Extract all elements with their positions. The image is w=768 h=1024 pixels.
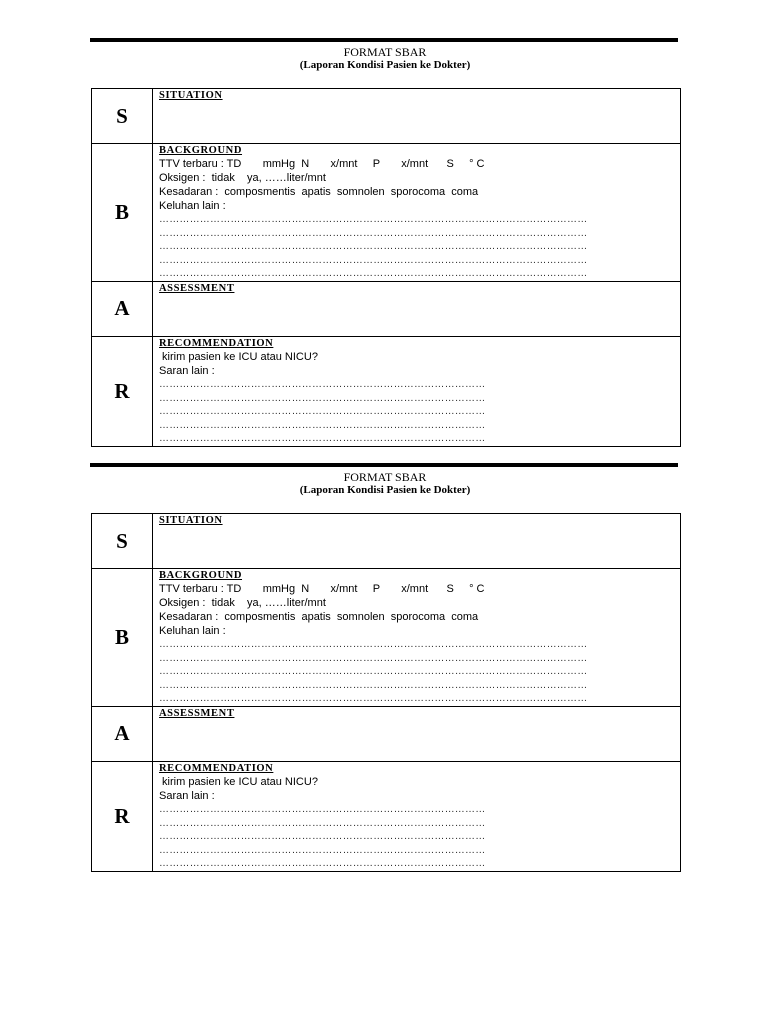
saran-dotted-line[interactable]: …………………………………………………………………………………… <box>159 817 486 829</box>
sbar-form-2 <box>90 463 680 872</box>
oksigen-line[interactable]: Oksigen : tidak ya, ……liter/mnt <box>159 172 326 184</box>
form-subtitle: (Laporan Kondisi Pasien ke Dokter) <box>299 59 471 71</box>
background-letter: B <box>92 569 153 707</box>
recommendation-letter: R <box>92 336 153 446</box>
keluhan-dotted-line[interactable]: ……………………………………………………………………………………………………………… <box>159 268 588 280</box>
situation-field[interactable] <box>153 514 681 569</box>
oksigen-line[interactable]: Oksigen : tidak ya, ……liter/mnt <box>159 597 326 609</box>
keluhan-dotted-line[interactable]: ……………………………………………………………………………………………………………… <box>159 639 588 650</box>
keluhan-dotted-line[interactable]: ……………………………………………………………………………………………………………… <box>159 652 588 664</box>
keluhan-dotted-line[interactable]: ……………………………………………………………………………………………………………… <box>159 679 588 691</box>
background-heading: BACKGROUND <box>159 570 243 581</box>
assessment-heading: ASSESSMENT <box>159 282 235 294</box>
recommendation-field[interactable] <box>153 761 681 871</box>
background-heading: BACKGROUND <box>159 145 243 156</box>
situation-letter: S <box>92 514 153 569</box>
recommendation-letter: R <box>92 761 153 871</box>
form-title: FORMAT SBAR <box>343 45 427 59</box>
saran-label: Saran lain : <box>159 789 215 802</box>
keluhan-dotted-line[interactable]: ……………………………………………………………………………………………………………… <box>159 227 588 239</box>
assessment-heading: ASSESSMENT <box>159 707 235 719</box>
keluhan-dotted-line[interactable]: ……………………………………………………………………………………………………………… <box>159 666 588 678</box>
form-title: FORMAT SBAR <box>343 470 427 484</box>
recommendation-row <box>92 761 681 871</box>
sbar-table <box>91 513 681 872</box>
situation-row <box>92 89 681 144</box>
saran-dotted-line[interactable]: …………………………………………………………………………………… <box>159 858 486 870</box>
ttv-line[interactable]: TTV terbaru : TD mmHg N x/mnt P x/mnt S ° C <box>159 158 485 170</box>
sbar-table <box>91 88 681 447</box>
saran-dotted-line[interactable]: …………………………………………………………………………………… <box>159 392 486 404</box>
icu-question[interactable]: kirim pasien ke ICU atau NICU? <box>159 350 318 363</box>
situation-row <box>92 514 681 569</box>
assessment-field[interactable] <box>153 281 681 336</box>
saran-dotted-line[interactable]: …………………………………………………………………………………… <box>159 844 486 856</box>
assessment-letter: A <box>92 706 153 761</box>
recommendation-heading: RECOMMENDATION <box>159 762 274 774</box>
assessment-letter: A <box>92 281 153 336</box>
background-row <box>92 569 681 707</box>
icu-question[interactable]: kirim pasien ke ICU atau NICU? <box>159 775 318 788</box>
saran-dotted-line[interactable]: …………………………………………………………………………………… <box>159 433 486 445</box>
keluhan-label: Keluhan lain : <box>159 625 226 637</box>
saran-dotted-line[interactable]: …………………………………………………………………………………… <box>159 378 486 390</box>
recommendation-heading: RECOMMENDATION <box>159 337 274 349</box>
keluhan-dotted-line[interactable]: ……………………………………………………………………………………………………………… <box>159 241 588 253</box>
assessment-row <box>92 706 681 761</box>
recommendation-row <box>92 336 681 446</box>
sbar-form-1 <box>90 38 680 447</box>
situation-field[interactable] <box>153 89 681 144</box>
saran-dotted-line[interactable]: …………………………………………………………………………………… <box>159 406 486 418</box>
saran-dotted-line[interactable]: …………………………………………………………………………………… <box>159 831 486 843</box>
background-row <box>92 144 681 282</box>
assessment-row <box>92 281 681 336</box>
recommendation-field[interactable] <box>153 336 681 446</box>
assessment-field[interactable] <box>153 706 681 761</box>
top-rule <box>90 38 678 42</box>
situation-letter: S <box>92 89 153 144</box>
background-field[interactable] <box>153 569 681 707</box>
ttv-line[interactable]: TTV terbaru : TD mmHg N x/mnt P x/mnt S ° C <box>159 583 485 595</box>
saran-dotted-line[interactable]: …………………………………………………………………………………… <box>159 419 486 431</box>
background-field[interactable] <box>153 144 681 282</box>
kesadaran-line[interactable]: Kesadaran : composmentis apatis somnolen sporocoma coma <box>159 186 479 198</box>
kesadaran-line[interactable]: Kesadaran : composmentis apatis somnolen sporocoma coma <box>159 611 479 623</box>
keluhan-dotted-line[interactable]: ……………………………………………………………………………………………………………… <box>159 254 588 266</box>
top-rule <box>90 463 678 467</box>
keluhan-dotted-line[interactable]: ……………………………………………………………………………………………………………… <box>159 214 588 225</box>
saran-dotted-line[interactable]: …………………………………………………………………………………… <box>159 803 486 815</box>
situation-heading: SITUATION <box>159 90 223 101</box>
keluhan-label: Keluhan lain : <box>159 200 226 212</box>
situation-heading: SITUATION <box>159 515 223 526</box>
keluhan-dotted-line[interactable]: ……………………………………………………………………………………………………………… <box>159 693 588 705</box>
saran-label: Saran lain : <box>159 364 215 377</box>
form-subtitle: (Laporan Kondisi Pasien ke Dokter) <box>299 484 471 496</box>
background-letter: B <box>92 144 153 282</box>
